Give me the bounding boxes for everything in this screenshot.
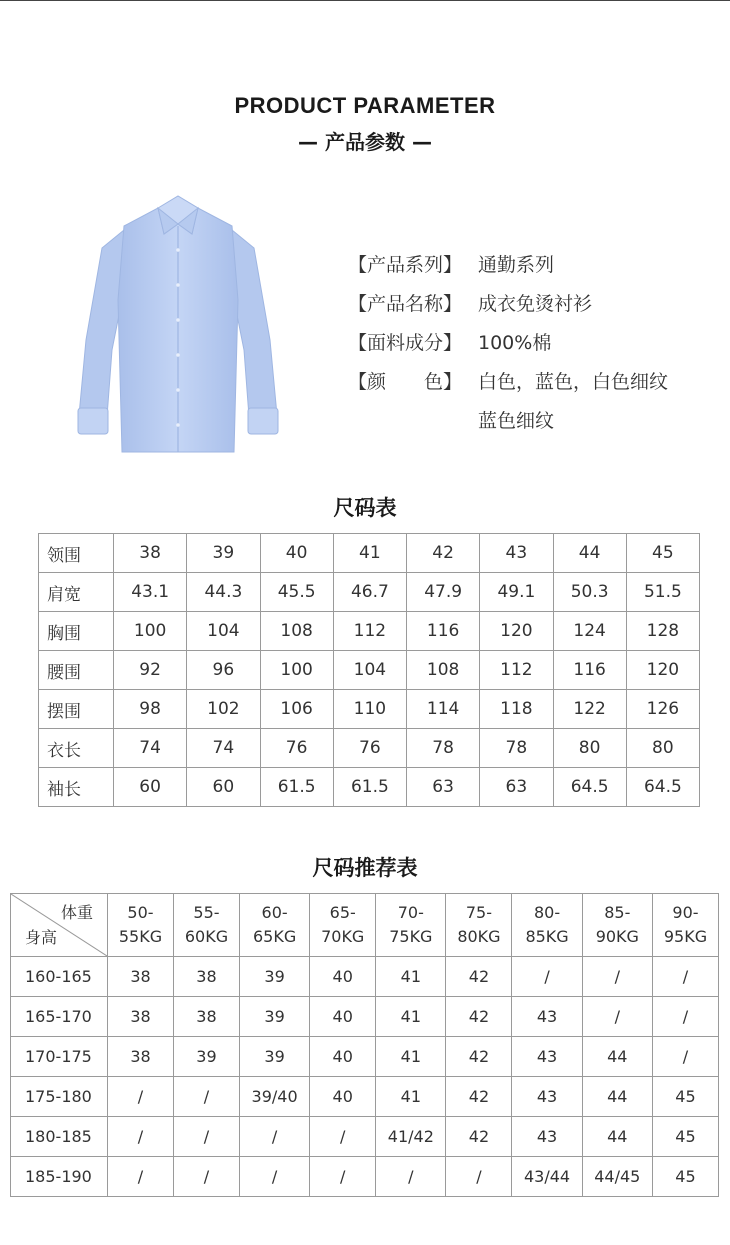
weight-line: 50- bbox=[127, 903, 154, 922]
table-cell: 43/44 bbox=[512, 1157, 582, 1197]
table-cell: 116 bbox=[407, 612, 480, 651]
table-cell: 40 bbox=[310, 1077, 376, 1117]
table-cell: 42 bbox=[446, 1117, 512, 1157]
table-cell: 44 bbox=[582, 1037, 652, 1077]
weight-line: 75KG bbox=[389, 927, 433, 946]
table-cell: 38 bbox=[114, 534, 187, 573]
table-row bbox=[11, 1077, 719, 1117]
table-cell: 40 bbox=[260, 534, 333, 573]
height-label: 185-190 bbox=[11, 1157, 108, 1197]
row-label: 腰围 bbox=[39, 651, 114, 690]
corner-cell bbox=[11, 894, 108, 957]
table-cell: / bbox=[376, 1157, 446, 1197]
height-label: 165-170 bbox=[11, 997, 108, 1037]
table-cell: / bbox=[582, 997, 652, 1037]
table-cell: 40 bbox=[310, 997, 376, 1037]
table-cell: 120 bbox=[480, 612, 553, 651]
table-cell: 49.1 bbox=[480, 573, 553, 612]
table-cell: 43 bbox=[480, 534, 553, 573]
table-cell: 78 bbox=[407, 729, 480, 768]
row-label: 摆围 bbox=[39, 690, 114, 729]
table-cell: 41 bbox=[376, 997, 446, 1037]
weight-line: 90- bbox=[672, 903, 699, 922]
table-cell: 44/45 bbox=[582, 1157, 652, 1197]
table-cell: 43 bbox=[512, 1077, 582, 1117]
row-label: 袖长 bbox=[39, 768, 114, 807]
weight-header bbox=[173, 894, 239, 957]
table-cell: / bbox=[652, 957, 718, 997]
table-cell: 39/40 bbox=[239, 1077, 309, 1117]
table-cell: 45.5 bbox=[260, 573, 333, 612]
size-recommendation-table bbox=[10, 893, 719, 1197]
table-cell: 120 bbox=[626, 651, 699, 690]
table-cell: 104 bbox=[187, 612, 260, 651]
height-label: 180-185 bbox=[11, 1117, 108, 1157]
table-cell: 39 bbox=[239, 997, 309, 1037]
param-value: 白色，蓝色，白色细纹 bbox=[478, 371, 669, 393]
weight-header bbox=[446, 894, 512, 957]
row-label: 衣长 bbox=[39, 729, 114, 768]
table-cell: 43 bbox=[512, 1037, 582, 1077]
table-row bbox=[11, 1157, 719, 1197]
weight-line: 85KG bbox=[525, 927, 569, 946]
table-cell: 42 bbox=[446, 997, 512, 1037]
weight-line: 80KG bbox=[457, 927, 501, 946]
size-table-title: 尺码表 bbox=[333, 496, 397, 520]
weight-line: 60- bbox=[261, 903, 288, 922]
table-cell: / bbox=[446, 1157, 512, 1197]
height-label: 170-175 bbox=[11, 1037, 108, 1077]
table-cell: 44 bbox=[582, 1117, 652, 1157]
weight-line: 90KG bbox=[595, 927, 639, 946]
table-row bbox=[11, 957, 719, 997]
table-cell: / bbox=[310, 1117, 376, 1157]
weight-header bbox=[512, 894, 582, 957]
table-cell: 61.5 bbox=[260, 768, 333, 807]
weight-header bbox=[376, 894, 446, 957]
table-cell: / bbox=[239, 1117, 309, 1157]
table-cell: 124 bbox=[553, 612, 626, 651]
table-cell: 41 bbox=[376, 957, 446, 997]
table-cell: / bbox=[108, 1157, 174, 1197]
weight-header bbox=[582, 894, 652, 957]
table-cell: 112 bbox=[333, 612, 406, 651]
page-subtitle: — 产品参数 — bbox=[298, 130, 432, 154]
weight-line: 65KG bbox=[252, 927, 297, 946]
table-row bbox=[11, 1037, 719, 1077]
table-cell: / bbox=[173, 1157, 239, 1197]
param-value: 100%棉 bbox=[478, 332, 552, 354]
param-value: 蓝色细纹 bbox=[478, 410, 555, 432]
corner-height-label: 身高 bbox=[25, 928, 58, 947]
param-key: 【产品名称】 bbox=[348, 293, 463, 315]
table-cell: 39 bbox=[239, 1037, 309, 1077]
table-cell: 104 bbox=[333, 651, 406, 690]
table-cell: 42 bbox=[407, 534, 480, 573]
table-cell: / bbox=[652, 997, 718, 1037]
table-cell: 122 bbox=[553, 690, 626, 729]
param-key: 【产品系列】 bbox=[348, 254, 463, 276]
table-cell: 106 bbox=[260, 690, 333, 729]
table-cell: 128 bbox=[626, 612, 699, 651]
page-title: PRODUCT PARAMETER bbox=[234, 93, 496, 118]
table-cell: 44 bbox=[553, 534, 626, 573]
table-cell: 42 bbox=[446, 957, 512, 997]
table-cell: 41 bbox=[376, 1037, 446, 1077]
param-key: 【面料成分】 bbox=[348, 332, 463, 354]
table-cell: 126 bbox=[626, 690, 699, 729]
table-row bbox=[39, 534, 700, 573]
table-cell: 38 bbox=[173, 997, 239, 1037]
table-cell: 96 bbox=[187, 651, 260, 690]
table-cell: 76 bbox=[333, 729, 406, 768]
weight-line: 55- bbox=[193, 903, 220, 922]
table-row bbox=[39, 573, 700, 612]
table-cell: 45 bbox=[652, 1117, 718, 1157]
table-cell: / bbox=[108, 1117, 174, 1157]
table-cell: 63 bbox=[480, 768, 553, 807]
table-row bbox=[11, 997, 719, 1037]
weight-line: 55KG bbox=[118, 927, 163, 946]
param-value: 成衣免烫衬衫 bbox=[478, 293, 593, 315]
table-cell: / bbox=[173, 1077, 239, 1117]
table-cell: 64.5 bbox=[553, 768, 626, 807]
param-value: 通勤系列 bbox=[478, 254, 555, 276]
table-cell: 112 bbox=[480, 651, 553, 690]
table-cell: 38 bbox=[173, 957, 239, 997]
table-cell: 41 bbox=[333, 534, 406, 573]
table-cell: 64.5 bbox=[626, 768, 699, 807]
table-cell: 40 bbox=[310, 957, 376, 997]
weight-header bbox=[239, 894, 309, 957]
table-cell: 38 bbox=[108, 957, 174, 997]
table-cell: 45 bbox=[652, 1157, 718, 1197]
height-label: 160-165 bbox=[11, 957, 108, 997]
table-cell: 100 bbox=[260, 651, 333, 690]
table-cell: 108 bbox=[260, 612, 333, 651]
table-cell: 44.3 bbox=[187, 573, 260, 612]
table-row bbox=[39, 612, 700, 651]
weight-line: 65- bbox=[329, 903, 356, 922]
weight-header bbox=[108, 894, 174, 957]
table-cell: 108 bbox=[407, 651, 480, 690]
table-cell: 38 bbox=[108, 1037, 174, 1077]
table-row bbox=[39, 690, 700, 729]
table-cell: 80 bbox=[626, 729, 699, 768]
table-cell: 110 bbox=[333, 690, 406, 729]
table-cell: 100 bbox=[114, 612, 187, 651]
table-cell: / bbox=[310, 1157, 376, 1197]
weight-header bbox=[652, 894, 718, 957]
shirt-image bbox=[72, 190, 284, 458]
table-cell: / bbox=[108, 1077, 174, 1117]
height-label: 175-180 bbox=[11, 1077, 108, 1117]
table-cell: 38 bbox=[108, 997, 174, 1037]
table-cell: 51.5 bbox=[626, 573, 699, 612]
table-cell: 61.5 bbox=[333, 768, 406, 807]
param-key: 【颜 色】 bbox=[348, 371, 463, 393]
size-table bbox=[38, 533, 700, 807]
table-cell: 41/42 bbox=[376, 1117, 446, 1157]
row-label: 领围 bbox=[39, 534, 114, 573]
table-cell: 92 bbox=[114, 651, 187, 690]
table-cell: 80 bbox=[553, 729, 626, 768]
row-label: 胸围 bbox=[39, 612, 114, 651]
weight-line: 80- bbox=[533, 903, 561, 922]
table-cell: 63 bbox=[407, 768, 480, 807]
header-row bbox=[11, 894, 719, 957]
table-cell: 60 bbox=[114, 768, 187, 807]
table-cell: 41 bbox=[376, 1077, 446, 1117]
table-cell: 78 bbox=[480, 729, 553, 768]
table-cell: 45 bbox=[626, 534, 699, 573]
weight-header bbox=[310, 894, 376, 957]
weight-line: 75- bbox=[465, 903, 493, 922]
top-divider bbox=[0, 0, 730, 1]
table-cell: 39 bbox=[173, 1037, 239, 1077]
table-cell: / bbox=[582, 957, 652, 997]
corner-weight-label: 体重 bbox=[60, 903, 93, 922]
table-cell: 118 bbox=[480, 690, 553, 729]
table-cell: 74 bbox=[114, 729, 187, 768]
table-cell: / bbox=[173, 1117, 239, 1157]
table-cell: / bbox=[652, 1037, 718, 1077]
table-cell: 114 bbox=[407, 690, 480, 729]
table-cell: 43 bbox=[512, 997, 582, 1037]
table-cell: 39 bbox=[187, 534, 260, 573]
table-cell: 50.3 bbox=[553, 573, 626, 612]
table-row bbox=[39, 651, 700, 690]
table-cell: 39 bbox=[239, 957, 309, 997]
table-cell: 44 bbox=[582, 1077, 652, 1117]
table-row bbox=[39, 729, 700, 768]
row-label: 肩宽 bbox=[39, 573, 114, 612]
table-cell: 102 bbox=[187, 690, 260, 729]
table-cell: 98 bbox=[114, 690, 187, 729]
table-cell: 43 bbox=[512, 1117, 582, 1157]
table-cell: 60 bbox=[187, 768, 260, 807]
table-row bbox=[11, 1117, 719, 1157]
rec-table-title: 尺码推荐表 bbox=[312, 856, 418, 880]
weight-line: 95KG bbox=[663, 927, 708, 946]
table-cell: 45 bbox=[652, 1077, 718, 1117]
table-cell: 76 bbox=[260, 729, 333, 768]
table-cell: 46.7 bbox=[333, 573, 406, 612]
table-row bbox=[39, 768, 700, 807]
table-cell: 40 bbox=[310, 1037, 376, 1077]
table-cell: 74 bbox=[187, 729, 260, 768]
table-cell: 47.9 bbox=[407, 573, 480, 612]
weight-line: 60KG bbox=[184, 927, 229, 946]
table-cell: 43.1 bbox=[114, 573, 187, 612]
weight-line: 70- bbox=[397, 903, 424, 922]
table-cell: 42 bbox=[446, 1077, 512, 1117]
table-cell: 42 bbox=[446, 1037, 512, 1077]
weight-line: 85- bbox=[604, 903, 631, 922]
table-cell: / bbox=[239, 1157, 309, 1197]
table-cell: / bbox=[512, 957, 582, 997]
weight-line: 70KG bbox=[321, 927, 365, 946]
table-cell: 116 bbox=[553, 651, 626, 690]
